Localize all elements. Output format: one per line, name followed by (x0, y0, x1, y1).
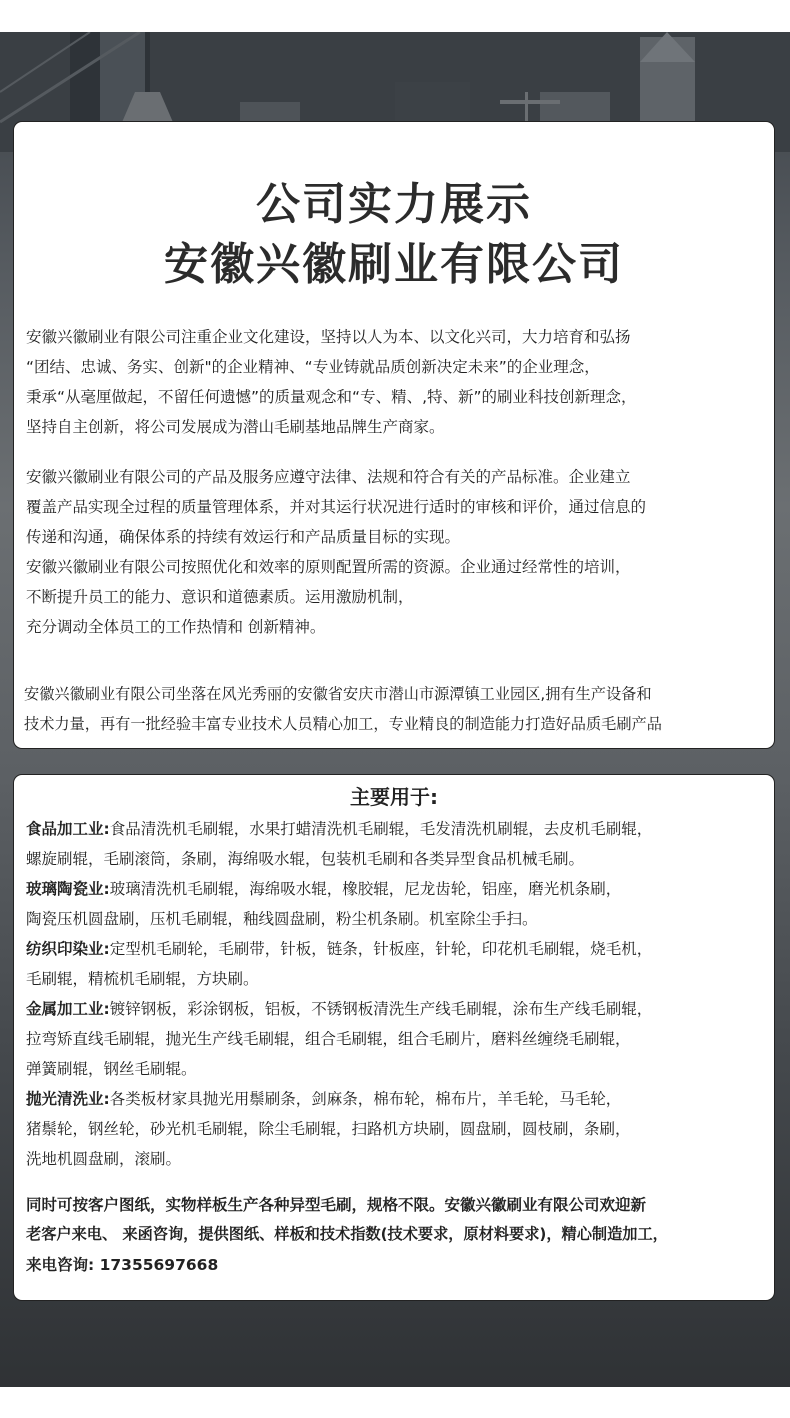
intro-p2-line: 传递和沟通，确保体系的持续有效运行和产品质量目标的实现。 (26, 528, 461, 546)
use-label: 金属加工业: (26, 1000, 110, 1018)
use-line: 毛刷辊，精梳机毛刷辊，方块刷。 (26, 970, 259, 988)
intro-p1-line: 安徽兴徽刷业有限公司注重企业文化建设，坚持以人为本、以文化兴司，大力培育和弘扬 (26, 328, 631, 346)
closing-line: 同时可按客户图纸，实物样板生产各种异型毛刷，规格不限。安徽兴徽刷业有限公司欢迎新 (26, 1196, 647, 1214)
intro-p3-line: 安徽兴徽刷业有限公司坐落在风光秀丽的安徽省安庆市潜山市源潭镇工业园区,拥有生产设备和 (24, 685, 652, 703)
page-title: 公司实力展示 (256, 179, 532, 230)
use-text: 镀锌钢板，彩涂钢板，铝板，不锈钢板清洗生产线毛刷辊，涂布生产线毛刷辊， (109, 1000, 653, 1018)
use-line: 拉弯矫直线毛刷辊，抛光生产线毛刷辊，组合毛刷辊，组合毛刷片，磨料丝缠绕毛刷辊， (26, 1030, 631, 1048)
use-line: 洗地机圆盘刷，滚刷。 (26, 1150, 182, 1168)
use-line: 猪鬃轮，钢丝轮，砂光机毛刷辊，除尘毛刷辊，扫路机方块刷，圆盘刷，圆枝刷，条刷， (26, 1120, 631, 1138)
use-text: 各类板材家具抛光用鬃刷条，剑麻条，棉布轮，棉布片，羊毛轮，马毛轮， (109, 1090, 622, 1108)
company-name-title: 安徽兴徽刷业有限公司 (164, 239, 624, 290)
use-text: 玻璃清洗机毛刷辊，海绵吸水辊，橡胶辊，尼龙齿轮，铝座，磨光机条刷， (109, 880, 622, 898)
intro-p1-line: “团结、忠诚、务实、创新"的企业精神、“专业铸就品质创新决定未来”的企业理念， (26, 358, 600, 376)
use-section-food (26, 817, 652, 839)
intro-p2-line: 覆盖产品实现全过程的质量管理体系，并对其运行状况进行适时的审核和评价，通过信息的 (26, 498, 647, 516)
contact-phone: 来电咨询: 17355697668 (26, 1256, 219, 1274)
intro-p2-line: 不断提升员工的能力、意识和道德素质。运用激励机制， (26, 588, 414, 606)
use-text: 食品清洗机毛刷辊，水果打蜡清洗机毛刷辊，毛发清洗机刷辊，去皮机毛刷辊， (109, 820, 653, 838)
intro-p2-line: 安徽兴徽刷业有限公司的产品及服务应遵守法律、法规和符合有关的产品标准。企业建立 (26, 468, 631, 486)
use-section-glass-ceramic (26, 877, 621, 899)
main-uses-heading: 主要用于: (350, 785, 438, 809)
use-section-metal (26, 997, 652, 1019)
intro-p2-line: 安徽兴徽刷业有限公司按照优化和效率的原则配置所需的资源。企业通过经常性的培训， (26, 558, 631, 576)
use-label: 食品加工业: (26, 820, 110, 838)
company-strength-card (13, 121, 775, 749)
use-label: 抛光清洗业: (26, 1090, 110, 1108)
use-text: 定型机毛刷轮，毛刷带，针板，链条，针板座，针轮，印花机毛刷辊，烧毛机， (109, 940, 653, 958)
closing-line: 老客户来电、 来函咨询，提供图纸、样板和技术指数(技术要求，原材料要求)，精心制造加工， (26, 1225, 668, 1243)
intro-p1-line: 秉承“从毫厘做起，不留任何遗憾”的质量观念和“专、精、,特、新”的刷业科技创新理念， (26, 388, 637, 406)
use-section-textile (26, 937, 652, 959)
use-section-polishing (26, 1087, 621, 1109)
intro-p2-line: 充分调动全体员工的工作热情和 创新精神。 (26, 618, 326, 636)
intro-p1-line: 坚持自主创新，将公司发展成为潜山毛刷基地品牌生产商家。 (26, 418, 445, 436)
main-uses-card (13, 774, 775, 1301)
use-label: 纺织印染业: (26, 940, 110, 958)
use-line: 螺旋刷辊，毛刷滚筒，条刷，海绵吸水辊，包装机毛刷和各类异型食品机械毛刷。 (26, 850, 585, 868)
use-line: 陶瓷压机圆盘刷，压机毛刷辊，釉线圆盘刷，粉尘机条刷。机室除尘手扫。 (26, 910, 538, 928)
intro-p3-line: 技术力量，再有一批经验丰富专业技术人员精心加工，专业精良的制造能力打造好品质毛刷产品 (24, 715, 662, 733)
use-line: 弹簧刷辊，钢丝毛刷辊。 (26, 1060, 197, 1078)
use-label: 玻璃陶瓷业: (26, 880, 110, 898)
